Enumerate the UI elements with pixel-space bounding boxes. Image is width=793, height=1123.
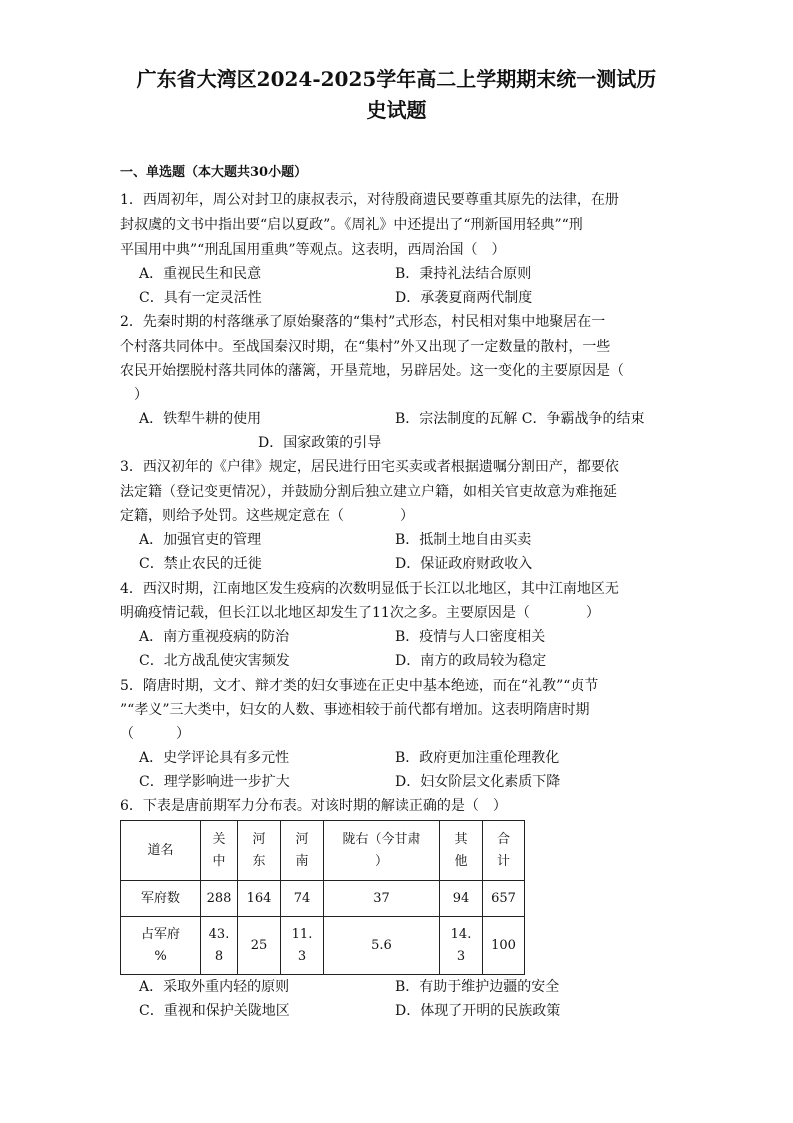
q2-line-4: ）: [120, 387, 148, 403]
q1-option-b[interactable]: B．秉持礼法结合原则: [395, 266, 532, 282]
table-header-cell: 合 计: [483, 821, 525, 881]
q2-option-a[interactable]: A．铁犁牛耕的使用: [139, 411, 262, 427]
q6-option-d[interactable]: D．体现了开明的民族政策: [395, 1003, 561, 1019]
q2-option-b-c[interactable]: B．宗法制度的瓦解 C．争霸战争的结束: [395, 411, 645, 427]
army-distribution-table: [120, 820, 525, 975]
table-row: [121, 917, 525, 975]
table-header-cell: 关 中: [201, 821, 238, 881]
table-cell: 94: [440, 881, 483, 917]
table-row: [121, 881, 525, 917]
q1-line-1: 1．西周初年，周公对封卫的康叔表示，对待殷商遗民要尊重其原先的法律，在册: [120, 192, 619, 208]
title-line-2: 史试题: [366, 98, 427, 122]
table-cell: 25: [238, 917, 281, 975]
q5-option-c[interactable]: C．理学影响进一步扩大: [139, 774, 290, 790]
q4-option-b[interactable]: B．疫情与人口密度相关: [395, 629, 546, 645]
table-cell: 43. 8: [201, 917, 238, 975]
q3-option-a[interactable]: A．加强官吏的管理: [139, 532, 262, 548]
q5-line-1: 5．隋唐时期，文才、辩才类的妇女事迹在正史中基本绝迹，而在“礼教”“贞节: [120, 678, 599, 694]
table-header-cell: 陇右（今甘肃 ）: [324, 821, 440, 881]
q2-line-1: 2．先秦时期的村落继承了原始聚落的“集村”式形态，村民相对集中地聚居在一: [120, 314, 606, 330]
section-heading: 一、单选题（本大题共30小题）: [120, 165, 308, 180]
table-cell: 军府数: [121, 881, 201, 917]
q5-option-b[interactable]: B．政府更加注重伦理教化: [395, 750, 560, 766]
q4-option-d[interactable]: D．南方的政局较为稳定: [395, 653, 547, 669]
q3-option-b[interactable]: B．抵制土地自由买卖: [395, 532, 532, 548]
table-header-row: [121, 821, 525, 881]
table-cell: 占军府 %: [121, 917, 201, 975]
q3-line-3: 定籍，则给予处罚。这些规定意在（ ）: [120, 508, 414, 524]
q2-line-2: 个村落共同体中。至战国秦汉时期，在“集村”外又出现了一定数量的散村，一些: [120, 339, 611, 355]
table-cell: 288: [201, 881, 238, 917]
q4-option-a[interactable]: A．南方重视疫病的防治: [139, 629, 290, 645]
table-cell: 657: [483, 881, 525, 917]
q1-line-2: 封叔虞的文书中指出要“启以夏政”。《周礼》中还提出了“刑新国用轻典”“刑: [120, 217, 583, 233]
table-cell: 14. 3: [440, 917, 483, 975]
q4-line-2: 明确疫情记载，但长江以北地区却发生了11次之多。主要原因是（ ）: [120, 605, 600, 621]
q3-option-d[interactable]: D．保证政府财政收入: [395, 556, 533, 572]
q2-line-3: 农民开始摆脱村落共同体的藩篱，开垦荒地，另辟居处。这一变化的主要原因是（: [120, 363, 624, 379]
q5-option-d[interactable]: D．妇女阶层文化素质下降: [395, 774, 561, 790]
q5-line-3: （ ）: [120, 726, 190, 742]
table-cell: 11. 3: [281, 917, 324, 975]
table-cell: 5.6: [324, 917, 440, 975]
title-line-1: 广东省大湾区2024-2025学年高二上学期期末统一测试历: [136, 67, 657, 91]
q3-option-c[interactable]: C．禁止农民的迁徙: [139, 556, 262, 572]
q2-option-d[interactable]: D．国家政策的引导: [258, 435, 382, 451]
q4-line-1: 4．西汉时期，江南地区发生疫病的次数明显低于长江以北地区，其中江南地区无: [120, 581, 619, 597]
q6-option-a[interactable]: A．采取外重内轻的原则: [139, 979, 290, 995]
table-cell: 37: [324, 881, 440, 917]
table-header-cell: 河 南: [281, 821, 324, 881]
table-cell: 164: [238, 881, 281, 917]
table-cell: 74: [281, 881, 324, 917]
q5-line-2: ”“孝义”三大类中，妇女的人数、事迹相较于前代都有增加。这表明隋唐时期: [120, 702, 590, 718]
q5-option-a[interactable]: A．史学评论具有多元性: [139, 750, 290, 766]
table-header-cell: 河 东: [238, 821, 281, 881]
q1-option-d[interactable]: D．承袭夏商两代制度: [395, 290, 533, 306]
q3-line-1: 3．西汉初年的《户律》规定，居民进行田宅买卖或者根据遗嘱分割田产，都要依: [120, 459, 619, 475]
q4-option-c[interactable]: C．北方战乱使灾害频发: [139, 653, 290, 669]
q6-line-1: 6．下表是唐前期军力分布表。对该时期的解读正确的是（ ）: [120, 798, 507, 814]
page-title: [60, 64, 733, 126]
q1-option-a[interactable]: A．重视民生和民意: [139, 266, 262, 282]
q3-line-2: 法定籍（登记变更情况），并鼓励分割后独立建立户籍，如相关官吏故意为难拖延: [120, 484, 617, 500]
table-header-cell: 道名: [121, 821, 201, 881]
table-header-cell: 其 他: [440, 821, 483, 881]
q1-option-c[interactable]: C．具有一定灵活性: [139, 290, 262, 306]
q6-option-b[interactable]: B．有助于维护边疆的安全: [395, 979, 560, 995]
q6-option-c[interactable]: C．重视和保护关陇地区: [139, 1003, 290, 1019]
table-cell: 100: [483, 917, 525, 975]
q1-line-3: 平国用中典”“刑乱国用重典”等观点。这表明，西周治国（ ）: [120, 242, 506, 258]
